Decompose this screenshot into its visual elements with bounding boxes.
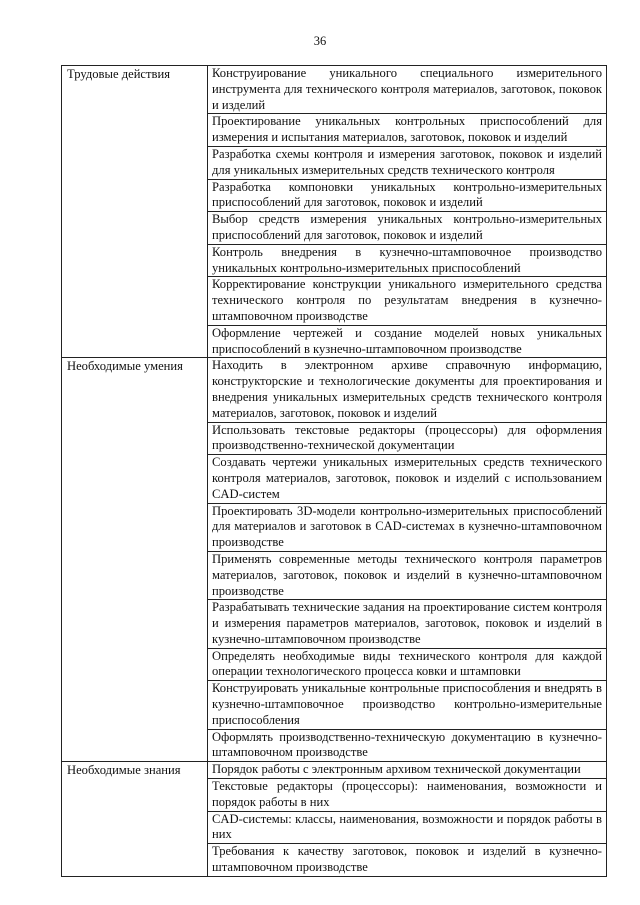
table-cell-item: Создавать чертежи уникальных измерительных средств технического контроля материалов, заготовок, поковок и изделий с использованием CAD-систем <box>208 455 607 503</box>
table-cell-item: Конструировать уникальные контрольные приспособления и внедрять в кузнечно-штамповочное производство контрольно-измерительные приспособления <box>208 681 607 729</box>
table-cell-item: Контроль внедрения в кузнечно-штамповочное производство уникальных контрольно-измерительных приспособлений <box>208 244 607 277</box>
table-cell-item: Разрабатывать технические задания на проектирование систем контроля и измерения параметров материалов, заготовок, поковок и изделий в кузнечно-штамповочном производстве <box>208 600 607 648</box>
table-cell-item: Требования к качеству заготовок, поковок и изделий в кузнечно-штамповочном производстве <box>208 844 607 877</box>
table-cell-item: Проектировать 3D-модели контрольно-измерительных приспособлений для материалов и заготовок в CAD-системах в кузнечно-штамповочном производстве <box>208 503 607 551</box>
table-cell-item: Порядок работы с электронным архивом технической документации <box>208 762 607 779</box>
section-label-required-skills: Необходимые умения <box>62 358 208 762</box>
table-cell-item: Разработка компоновки уникальных контрольно-измерительных приспособлений для заготовок, поковок и изделий <box>208 179 607 212</box>
table-cell-item: Разработка схемы контроля и измерения заготовок, поковок и изделий для уникальных измерительных средств технического контроля <box>208 146 607 179</box>
table-cell-item: Конструирование уникального специального измерительного инструмента для технического контроля материалов, заготовок, поковок и изделий <box>208 66 607 114</box>
table-cell-item: Проектирование уникальных контрольных приспособлений для измерения и испытания материалов, заготовок, поковок и изделий <box>208 114 607 147</box>
table-row <box>62 762 607 779</box>
table-cell-item: Находить в электронном архиве справочную информацию, конструкторские и технологические документы для проектирования и внедрения уникальных измерительных средств технического контроля материалов, заготовок, поковок и изделий <box>208 358 607 422</box>
table-cell-item: Оформление чертежей и создание моделей новых уникальных приспособлений в кузнечно-штамповочном производстве <box>208 325 607 358</box>
table-cell-item: Применять современные методы технического контроля параметров материалов, заготовок, поковок и изделий в кузнечно-штамповочном производстве <box>208 551 607 599</box>
section-label-required-knowledge: Необходимые знания <box>62 762 208 877</box>
table-cell-item: Оформлять производственно-техническую документацию в кузнечно-штамповочном производстве <box>208 729 607 762</box>
page-number: 36 <box>313 34 327 48</box>
qualification-table <box>61 65 607 877</box>
table-row <box>62 66 607 114</box>
section-label-labor-actions: Трудовые действия <box>62 66 208 358</box>
table-cell-item: Текстовые редакторы (процессоры): наименования, возможности и порядок работы в них <box>208 779 607 812</box>
table-row <box>62 358 607 422</box>
table-cell-item: Определять необходимые виды технического контроля для каждой операции технологического процесса ковки и штамповки <box>208 648 607 681</box>
table-cell-item: Выбор средств измерения уникальных контрольно-измерительных приспособлений для заготовок, поковок и изделий <box>208 212 607 245</box>
table-cell-item: Корректирование конструкции уникального измерительного средства технического контроля по результатам внедрения в кузнечно-штамповочном производстве <box>208 277 607 325</box>
table-cell-item: CAD-системы: классы, наименования, возможности и порядок работы в них <box>208 811 607 844</box>
table-cell-item: Использовать текстовые редакторы (процессоры) для оформления производственно-технической документации <box>208 422 607 455</box>
